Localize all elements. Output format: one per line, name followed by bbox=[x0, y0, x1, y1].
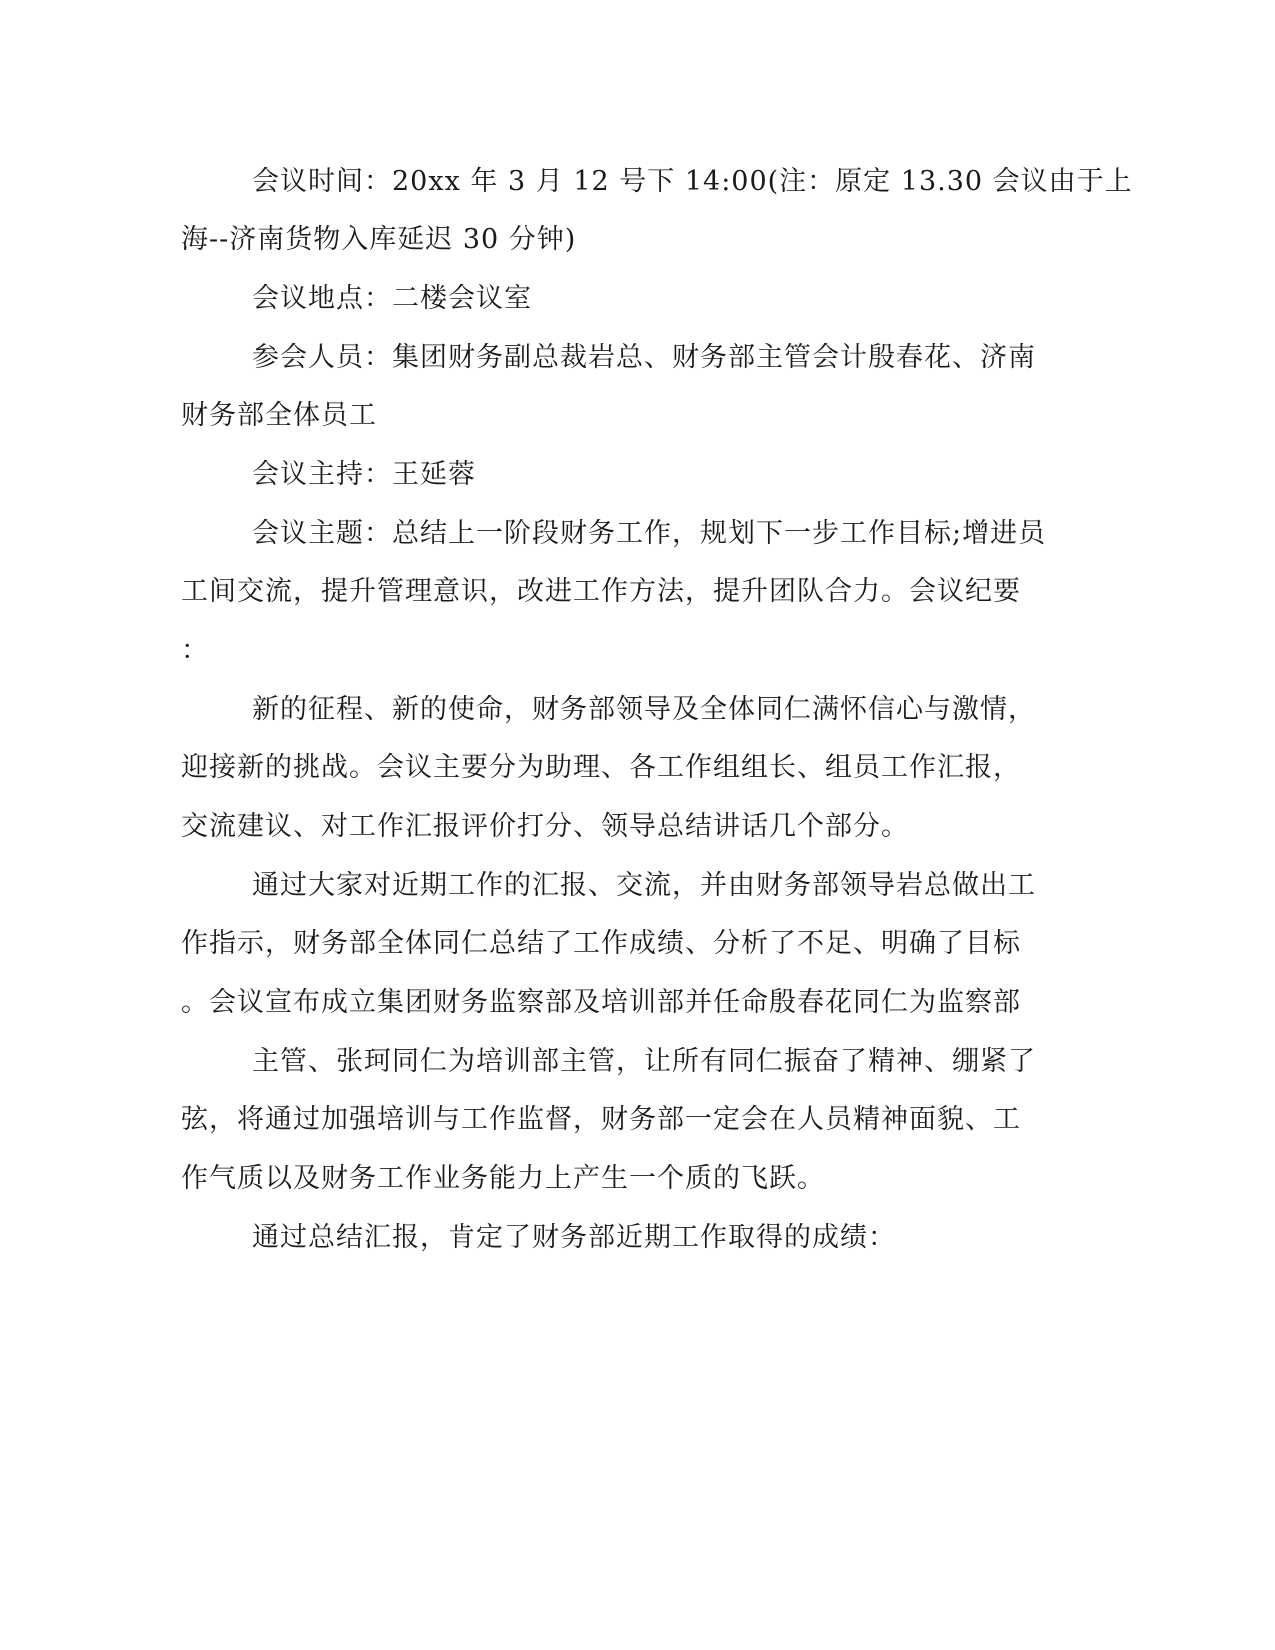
paragraph-4-line-1: 通过总结汇报，肯定了财务部近期工作取得的成绩： bbox=[252, 1222, 896, 1253]
paragraph-1-line-3: 交流建议、对工作汇报评价打分、领导总结讲话几个部分。 bbox=[181, 811, 909, 842]
meeting-location-line: 会议地点：二楼会议室 bbox=[252, 283, 532, 314]
meeting-time-line: 会议时间：20xx 年 3 月 12 号下 14:00(注：原定 13.30 会议由于上 bbox=[252, 166, 1133, 197]
paragraph-2-line-3: 。会议宣布成立集团财务监察部及培训部并任命殷春花同仁为监察部 bbox=[181, 987, 1021, 1018]
paragraph-3-line-1: 主管、张珂同仁为培训部主管，让所有同仁振奋了精神、绷紧了 bbox=[252, 1046, 1036, 1077]
meeting-host-line: 会议主持：王延蓉 bbox=[252, 459, 476, 490]
paragraph-3-line-3: 作气质以及财务工作业务能力上产生一个质的飞跃。 bbox=[181, 1163, 825, 1194]
attendees-continuation: 财务部全体员工 bbox=[181, 400, 377, 431]
meeting-topic-continuation: 工间交流，提升管理意识，改进工作方法，提升团队合力。会议纪要 bbox=[181, 576, 1021, 607]
paragraph-2-line-2: 作指示，财务部全体同仁总结了工作成绩、分析了不足、明确了目标 bbox=[181, 928, 1021, 959]
meeting-topic-line: 会议主题：总结上一阶段财务工作，规划下一步工作目标;增进员 bbox=[252, 518, 1047, 549]
attendees-line: 参会人员：集团财务副总裁岩总、财务部主管会计殷春花、济南 bbox=[252, 342, 1036, 373]
meeting-topic-colon: ： bbox=[181, 635, 209, 666]
paragraph-2-line-1: 通过大家对近期工作的汇报、交流，并由财务部领导岩总做出工 bbox=[252, 870, 1036, 901]
paragraph-1-line-1: 新的征程、新的使命，财务部领导及全体同仁满怀信心与激情， bbox=[252, 694, 1036, 725]
paragraph-3-line-2: 弦，将通过加强培训与工作监督，财务部一定会在人员精神面貌、工 bbox=[181, 1104, 1021, 1135]
meeting-time-continuation: 海--济南货物入库延迟 30 分钟) bbox=[181, 224, 577, 255]
paragraph-1-line-2: 迎接新的挑战。会议主要分为助理、各工作组组长、组员工作汇报， bbox=[181, 752, 1021, 783]
